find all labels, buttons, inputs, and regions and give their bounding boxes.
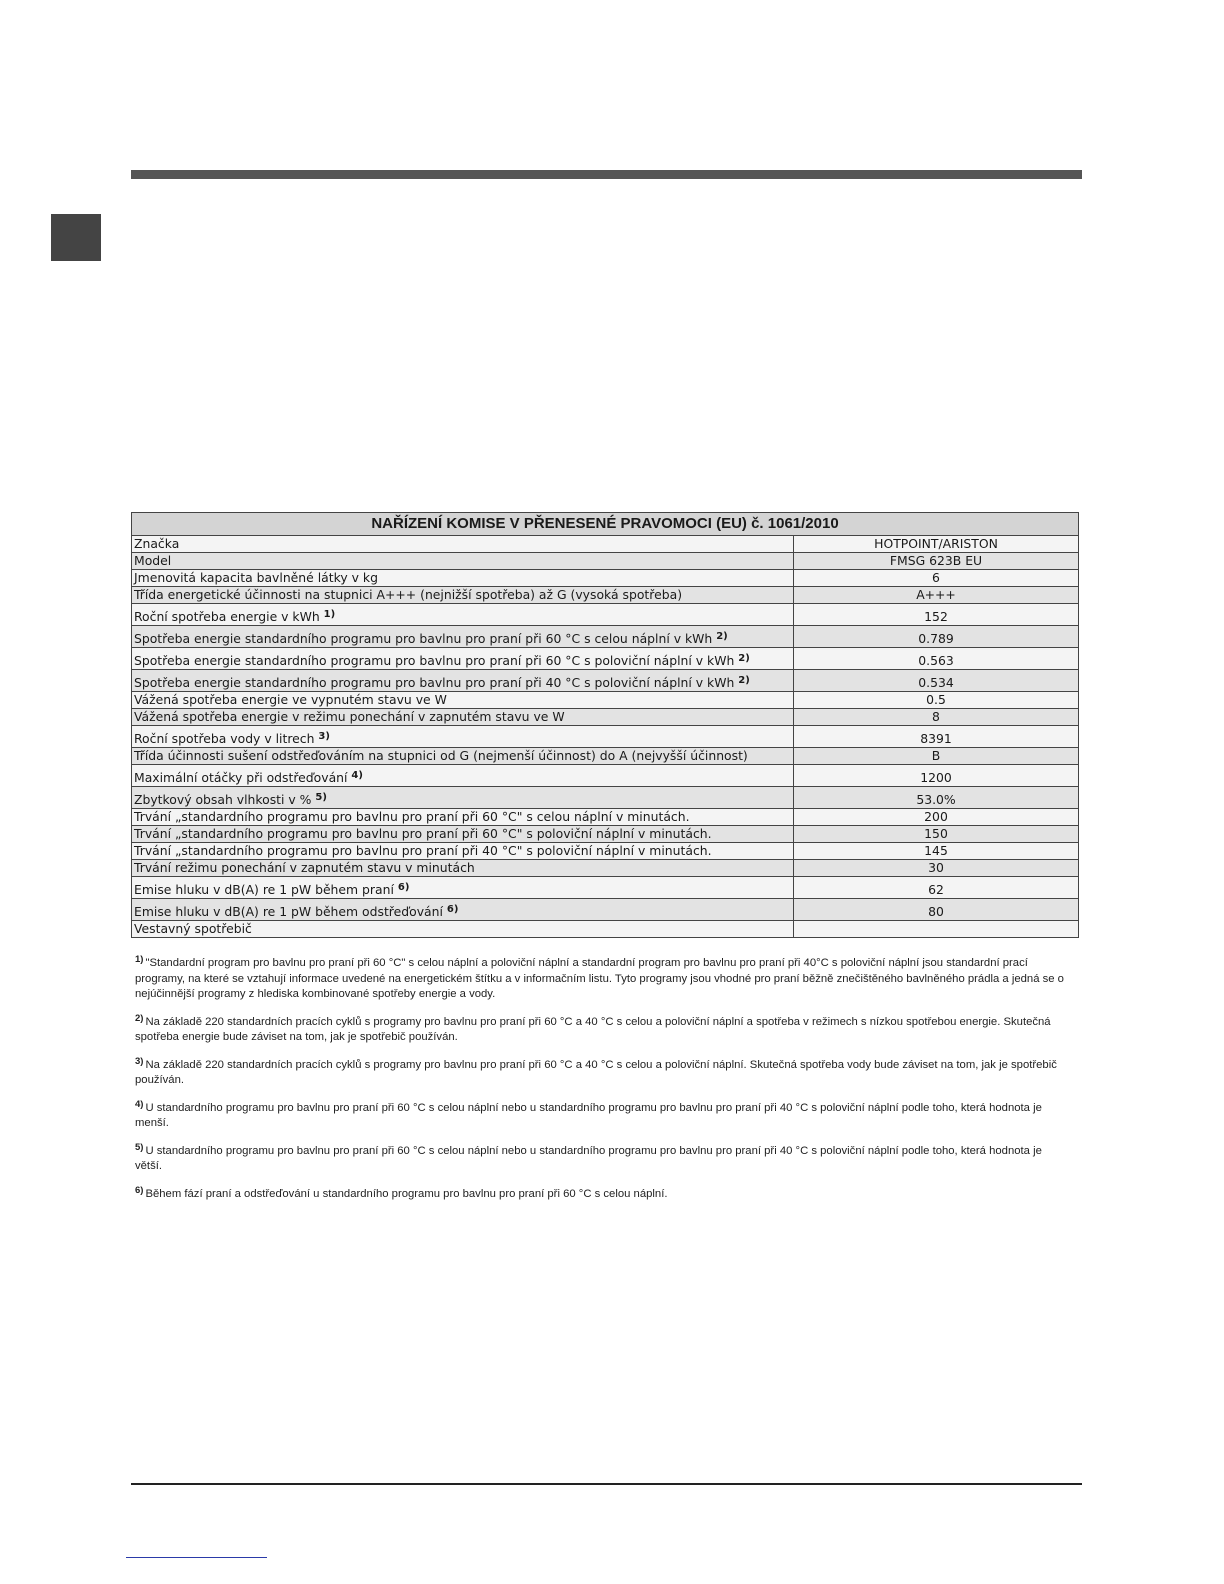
footnote-marker: 1) bbox=[135, 954, 144, 965]
row-label: Vážená spotřeba energie ve vypnutém stavu ve W bbox=[132, 692, 794, 709]
row-label: Roční spotřeba vody v litrech $^{3)}$ bbox=[132, 726, 794, 748]
bottom-divider bbox=[131, 1483, 1082, 1485]
footnote-ref: 2) bbox=[716, 631, 728, 642]
row-value: 6 bbox=[794, 570, 1079, 587]
row-value: 62 bbox=[794, 877, 1079, 899]
footnote-5: $^{5)}$ U standardního programu pro bavlnu pro praní při 60 °C s celou náplní nebo u standardního programu pro bavlnu pro praní při 40 °C s poloviční náplní podle toho, která hodnota je větší. bbox=[135, 1141, 1042, 1172]
footer-link-underline bbox=[126, 1557, 267, 1558]
footnote-ref: 2) bbox=[738, 653, 750, 664]
row-value: FMSG 623B EU bbox=[794, 553, 1079, 570]
row-value: 152 bbox=[794, 604, 1079, 626]
row-label: Třída energetické účinnosti na stupnici A+++ (nejnižší spotřeba) až G (vysoká spotřeba) bbox=[132, 587, 794, 604]
row-value: 30 bbox=[794, 860, 1079, 877]
row-label: Spotřeba energie standardního programu pro bavlnu pro praní při 40 °C s poloviční náplní v kWh $^{2)}$ bbox=[132, 670, 794, 692]
footnote-4: $^{4)}$ U standardního programu pro bavlnu pro praní při 60 °C s celou náplní nebo u standardního programu pro bavlnu pro praní při 40 °C s poloviční náplní podle toho, která hodnota je menší. bbox=[135, 1098, 1042, 1129]
table-row bbox=[132, 921, 1079, 938]
footnote-ref: 5) bbox=[315, 792, 327, 803]
footnote-marker: 5) bbox=[135, 1141, 144, 1153]
footnote-1: $^{1)}$ "Standardní program pro bavlnu pro praní při 60 °C" s celou náplní a poloviční náplní a standardní program pro bavlnu pro praní při 40°C s poloviční náplní jsou standardní prací programy, na které se vztahují informace uvedené na energetickém štítku a v informačním listu. Tyto programy jsou vhodné pro praní běžně znečištěného bavlněného prádla a jedná se o nejúčinnější programy z hlediska kombinované spotřeby energie a vody. bbox=[135, 954, 1064, 1000]
table-row bbox=[132, 604, 1079, 626]
row-value: 8391 bbox=[794, 726, 1079, 748]
table-row bbox=[132, 809, 1079, 826]
table-row bbox=[132, 826, 1079, 843]
table-row bbox=[132, 726, 1079, 748]
row-value: B bbox=[794, 748, 1079, 765]
row-label: Trvání režimu ponechání v zapnutém stavu v minutách bbox=[132, 860, 794, 877]
row-value: 145 bbox=[794, 843, 1079, 860]
row-value: 0.5 bbox=[794, 692, 1079, 709]
section-tab-marker bbox=[51, 214, 101, 261]
table-row bbox=[132, 570, 1079, 587]
row-value: 1200 bbox=[794, 765, 1079, 787]
table-row bbox=[132, 670, 1079, 692]
row-label: Třída účinnosti sušení odstřeďováním na stupnici od G (nejmenší účinnost) do A (nejvyšší účinnost) bbox=[132, 748, 794, 765]
footnote-ref: 4) bbox=[351, 770, 363, 781]
row-label: Model bbox=[132, 553, 794, 570]
footnote-3: $^{3)}$ Na základě 220 standardních pracích cyklů s programy pro bavlnu pro praní při 60 °C a 40 °C s celou a poloviční náplní. Skutečná spotřeba vody bude záviset na tom, jak je spotřebič používán. bbox=[135, 1055, 1057, 1086]
table-row bbox=[132, 860, 1079, 877]
footnote-marker: 3) bbox=[135, 1055, 144, 1067]
table-row bbox=[132, 692, 1079, 709]
footnote-2: $^{2)}$ Na základě 220 standardních pracích cyklů s programy pro bavlnu pro praní při 60 °C a 40 °C s celou a poloviční náplní a spotřeba v režimech s nízkou spotřebou energie. Skutečná spotřeba energie bude záviset na tom, jak je spotřebič používán. bbox=[135, 1012, 1051, 1043]
footnote-ref: 3) bbox=[318, 731, 330, 742]
row-label: Emise hluku v dB(A) re 1 pW během praní $^{6)}$ bbox=[132, 877, 794, 899]
table-row bbox=[132, 787, 1079, 809]
footnote-6: $^{6)}$ Během fází praní a odstřeďování u standardního programu pro bavlnu pro praní při 60 °C s celou náplní. bbox=[135, 1184, 668, 1200]
footnote-marker: 4) bbox=[135, 1098, 144, 1110]
row-label: Maximální otáčky při odstřeďování $^{4)}$ bbox=[132, 765, 794, 787]
row-value: 80 bbox=[794, 899, 1079, 921]
footnotes bbox=[135, 956, 1070, 1214]
row-value: 150 bbox=[794, 826, 1079, 843]
row-value: A+++ bbox=[794, 587, 1079, 604]
row-label: Trvání „standardního programu pro bavlnu pro praní při 40 °C" s poloviční náplní v minutách. bbox=[132, 843, 794, 860]
row-label: Trvání „standardního programu pro bavlnu pro praní při 60 °C" s poloviční náplní v minutách. bbox=[132, 826, 794, 843]
table-row bbox=[132, 648, 1079, 670]
row-value: 0.563 bbox=[794, 648, 1079, 670]
row-label: Jmenovitá kapacita bavlněné látky v kg bbox=[132, 570, 794, 587]
table-row bbox=[132, 536, 1079, 553]
table-row bbox=[132, 748, 1079, 765]
table-row bbox=[132, 626, 1079, 648]
row-label: Značka bbox=[132, 536, 794, 553]
row-value: 53.0% bbox=[794, 787, 1079, 809]
table-row bbox=[132, 843, 1079, 860]
row-label: Zbytkový obsah vlhkosti v % $^{5)}$ bbox=[132, 787, 794, 809]
row-label: Trvání „standardního programu pro bavlnu pro praní při 60 °C" s celou náplní v minutách. bbox=[132, 809, 794, 826]
table-body bbox=[132, 536, 1079, 938]
row-value bbox=[794, 921, 1079, 938]
row-label: Emise hluku v dB(A) re 1 pW během odstřeďování $^{6)}$ bbox=[132, 899, 794, 921]
row-value: 200 bbox=[794, 809, 1079, 826]
row-label: Spotřeba energie standardního programu pro bavlnu pro praní při 60 °C s poloviční náplní v kWh $^{2)}$ bbox=[132, 648, 794, 670]
table-title: NAŘÍZENÍ KOMISE V PŘENESENÉ PRAVOMOCI (EU) č. 1061/2010 bbox=[132, 513, 1079, 536]
table-row bbox=[132, 587, 1079, 604]
table-row bbox=[132, 899, 1079, 921]
footnote-ref: 6) bbox=[446, 904, 459, 915]
row-value: 0.789 bbox=[794, 626, 1079, 648]
table-row bbox=[132, 709, 1079, 726]
table-row bbox=[132, 553, 1079, 570]
row-value: 0.534 bbox=[794, 670, 1079, 692]
top-divider bbox=[131, 170, 1082, 179]
row-value: 8 bbox=[794, 709, 1079, 726]
table-row bbox=[132, 877, 1079, 899]
footnote-marker: 6) bbox=[135, 1184, 144, 1196]
row-label: Vážená spotřeba energie v režimu ponechání v zapnutém stavu ve W bbox=[132, 709, 794, 726]
footnote-ref: 1) bbox=[323, 609, 336, 620]
footnote-marker: 2) bbox=[135, 1012, 144, 1024]
footnote-ref: 6) bbox=[397, 882, 410, 893]
footnote-ref: 2) bbox=[738, 675, 750, 686]
row-label: Vestavný spotřebič bbox=[132, 921, 794, 938]
row-label: Roční spotřeba energie v kWh $^{1)}$ bbox=[132, 604, 794, 626]
row-value: HOTPOINT/ARISTON bbox=[794, 536, 1079, 553]
table-row bbox=[132, 765, 1079, 787]
energy-regulation-table bbox=[131, 512, 1079, 938]
row-label: Spotřeba energie standardního programu pro bavlnu pro praní při 60 °C s celou náplní v kWh $^{2)}$ bbox=[132, 626, 794, 648]
